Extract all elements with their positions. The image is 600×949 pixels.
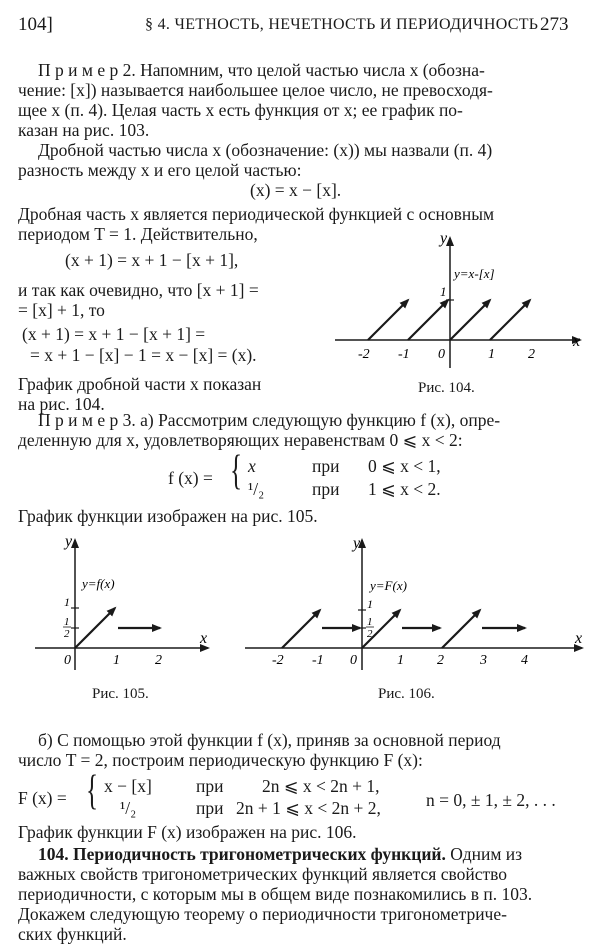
graph-segment xyxy=(408,300,448,340)
section-104-line1-rest: Одним из xyxy=(445,844,523,864)
tick-x-3: 3 xyxy=(480,653,487,668)
formula-derivation-a: (x + 1) = x + 1 − [x + 1] = xyxy=(22,324,206,344)
piecewise-f-cond-1: 0 ⩽ x < 1, xyxy=(368,456,441,476)
tick-x-neg2: -2 xyxy=(272,653,284,668)
tick-y-half-num: 1 xyxy=(64,616,70,628)
tick-x-2: 2 xyxy=(528,347,535,362)
piecewise-F-word-2: при xyxy=(196,798,224,818)
piecewise-f-val-2: ¹/₂ xyxy=(248,479,265,499)
para4-line2: = [x] + 1, то xyxy=(18,300,105,320)
x-axis-label: x xyxy=(575,630,583,647)
para1-line4: казан на рис. 103. xyxy=(18,120,150,140)
para1-line3: щее x (п. 4). Целая часть x есть функция от x; ее график по- xyxy=(18,100,463,120)
formula-shift: (x + 1) = x + 1 − [x + 1], xyxy=(65,250,239,270)
graph-segment xyxy=(450,300,490,340)
section-104-line5: ских функций. xyxy=(18,924,127,944)
figure-106-caption: Рис. 106. xyxy=(378,686,435,702)
para1-line2: чение: [x]) называется наибольшее целое число, не превосходя- xyxy=(18,80,493,100)
para6-line2: деленную для x, удовлетворяющих неравенствам 0 ⩽ x < 2: xyxy=(18,430,463,450)
section-104-line2: важных свойств тригонометрических функций является свойство xyxy=(18,864,508,884)
graph-segment xyxy=(442,610,480,648)
function-label: y=f(x) xyxy=(82,576,115,591)
piecewise-F-cond-2: 2n + 1 ⩽ x < 2n + 2, xyxy=(236,798,381,818)
y-axis-label: y xyxy=(65,533,73,550)
tick-x-neg1: -1 xyxy=(312,653,324,668)
tick-y-half-den: 2 xyxy=(64,628,70,640)
piecewise-F-val-2: ¹/₂ xyxy=(120,798,137,818)
tick-x-2: 2 xyxy=(437,653,444,668)
para8-line1: б) С помощью этой функции f (x), приняв за основной период xyxy=(38,730,501,750)
para1-line1: П р и м е р 2. Напомним, что целой частью числа x (обозна- xyxy=(38,60,485,80)
x-axis-label: x xyxy=(573,333,581,350)
y-axis-label: y xyxy=(440,230,448,247)
para4-line1: и так как очевидно, что [x + 1] = xyxy=(18,280,259,300)
formula-fractional-part: (x) = x − [x]. xyxy=(250,180,342,200)
section-104-line1 xyxy=(38,844,522,865)
para3-line2: периодом T = 1. Действительно, xyxy=(18,224,258,244)
tick-x-neg2: -2 xyxy=(358,347,370,362)
header-title: § 4. ЧЕТНОСТЬ, НЕЧЕТНОСТЬ И ПЕРИОДИЧНОСТЬ xyxy=(145,16,539,33)
function-label: y=F(x) xyxy=(370,578,407,593)
tick-x-4: 4 xyxy=(521,653,528,668)
para2-line1: Дробной частью числа x (обозначение: (x)) мы назвали (п. 4) xyxy=(38,140,493,160)
piecewise-f-cond-2: 1 ⩽ x < 2. xyxy=(368,479,441,499)
graph-segment xyxy=(368,300,408,340)
piecewise-f-brace: { xyxy=(230,448,243,494)
tick-x-1: 1 xyxy=(397,653,404,668)
piecewise-F-cond-1: 2n ⩽ x < 2n + 1, xyxy=(262,776,380,796)
graph-segment xyxy=(282,610,320,648)
figure-104-caption: Рис. 104. xyxy=(418,380,475,396)
piecewise-f-word-2: при xyxy=(312,479,340,499)
figure-105-caption: Рис. 105. xyxy=(92,686,149,702)
para7: График функции изображен на рис. 105. xyxy=(18,506,318,526)
tick-y-1: 1 xyxy=(64,595,70,609)
figure-105 xyxy=(30,530,215,680)
para3-line1: Дробная часть x является периодической функцией с основным xyxy=(18,204,495,224)
tick-y-half-num: 1 xyxy=(367,616,373,628)
para6-line1: П р и м е р 3. а) Рассмотрим следующую функцию f (x), опре- xyxy=(38,410,501,430)
graph-segment xyxy=(490,300,530,340)
tick-y-half-den: 2 xyxy=(367,628,373,640)
piecewise-f-word-1: при xyxy=(312,456,340,476)
page-number: 273 xyxy=(540,14,569,35)
figure-104 xyxy=(330,228,590,378)
para5-line1: График дробной части x показан xyxy=(18,374,262,394)
para5-line2: на рис. 104. xyxy=(18,394,105,414)
x-axis-label: x xyxy=(200,630,208,647)
piecewise-F-brace: { xyxy=(86,768,99,814)
function-label: y=x-[x] xyxy=(454,266,495,281)
para2-line2: разность между x и его целой частью: xyxy=(18,160,302,180)
y-axis-label: y xyxy=(353,535,361,552)
piecewise-f-lhs: f (x) = xyxy=(168,468,213,488)
n-values: n = 0, ± 1, ± 2, . . . xyxy=(426,790,556,810)
tick-x-2: 2 xyxy=(155,653,162,668)
tick-x-0: 0 xyxy=(350,653,357,668)
formula-derivation-b: = x + 1 − [x] − 1 = x − [x] = (x). xyxy=(30,345,257,365)
tick-x-0: 0 xyxy=(64,653,71,668)
graph-segment xyxy=(75,608,115,648)
tick-x-neg1: -1 xyxy=(398,347,410,362)
para8-line2: число T = 2, построим периодическую функцию F (x): xyxy=(18,750,423,770)
tick-x-0: 0 xyxy=(438,347,445,362)
para9: График функции F (x) изображен на рис. 106. xyxy=(18,822,357,842)
piecewise-F-word-1: при xyxy=(196,776,224,796)
tick-y-1: 1 xyxy=(367,597,373,611)
section-104-line4: Докажем следующую теорему о периодичности тригонометриче- xyxy=(18,904,507,924)
tick-x-1: 1 xyxy=(488,347,495,362)
piecewise-F-lhs: F (x) = xyxy=(18,788,67,808)
piecewise-f-val-1: x xyxy=(248,456,256,476)
figure-106 xyxy=(240,530,590,680)
tick-x-1: 1 xyxy=(113,653,120,668)
piecewise-F-val-1: x − [x] xyxy=(104,776,152,796)
tick-y-1: 1 xyxy=(440,284,447,299)
header-section-number: 104] xyxy=(18,14,53,35)
section-heading: 104. Периодичность тригонометрических функций. xyxy=(38,844,446,864)
section-104-line3: периодичности, с которым мы в общем виде познакомились в п. 103. xyxy=(18,884,533,904)
